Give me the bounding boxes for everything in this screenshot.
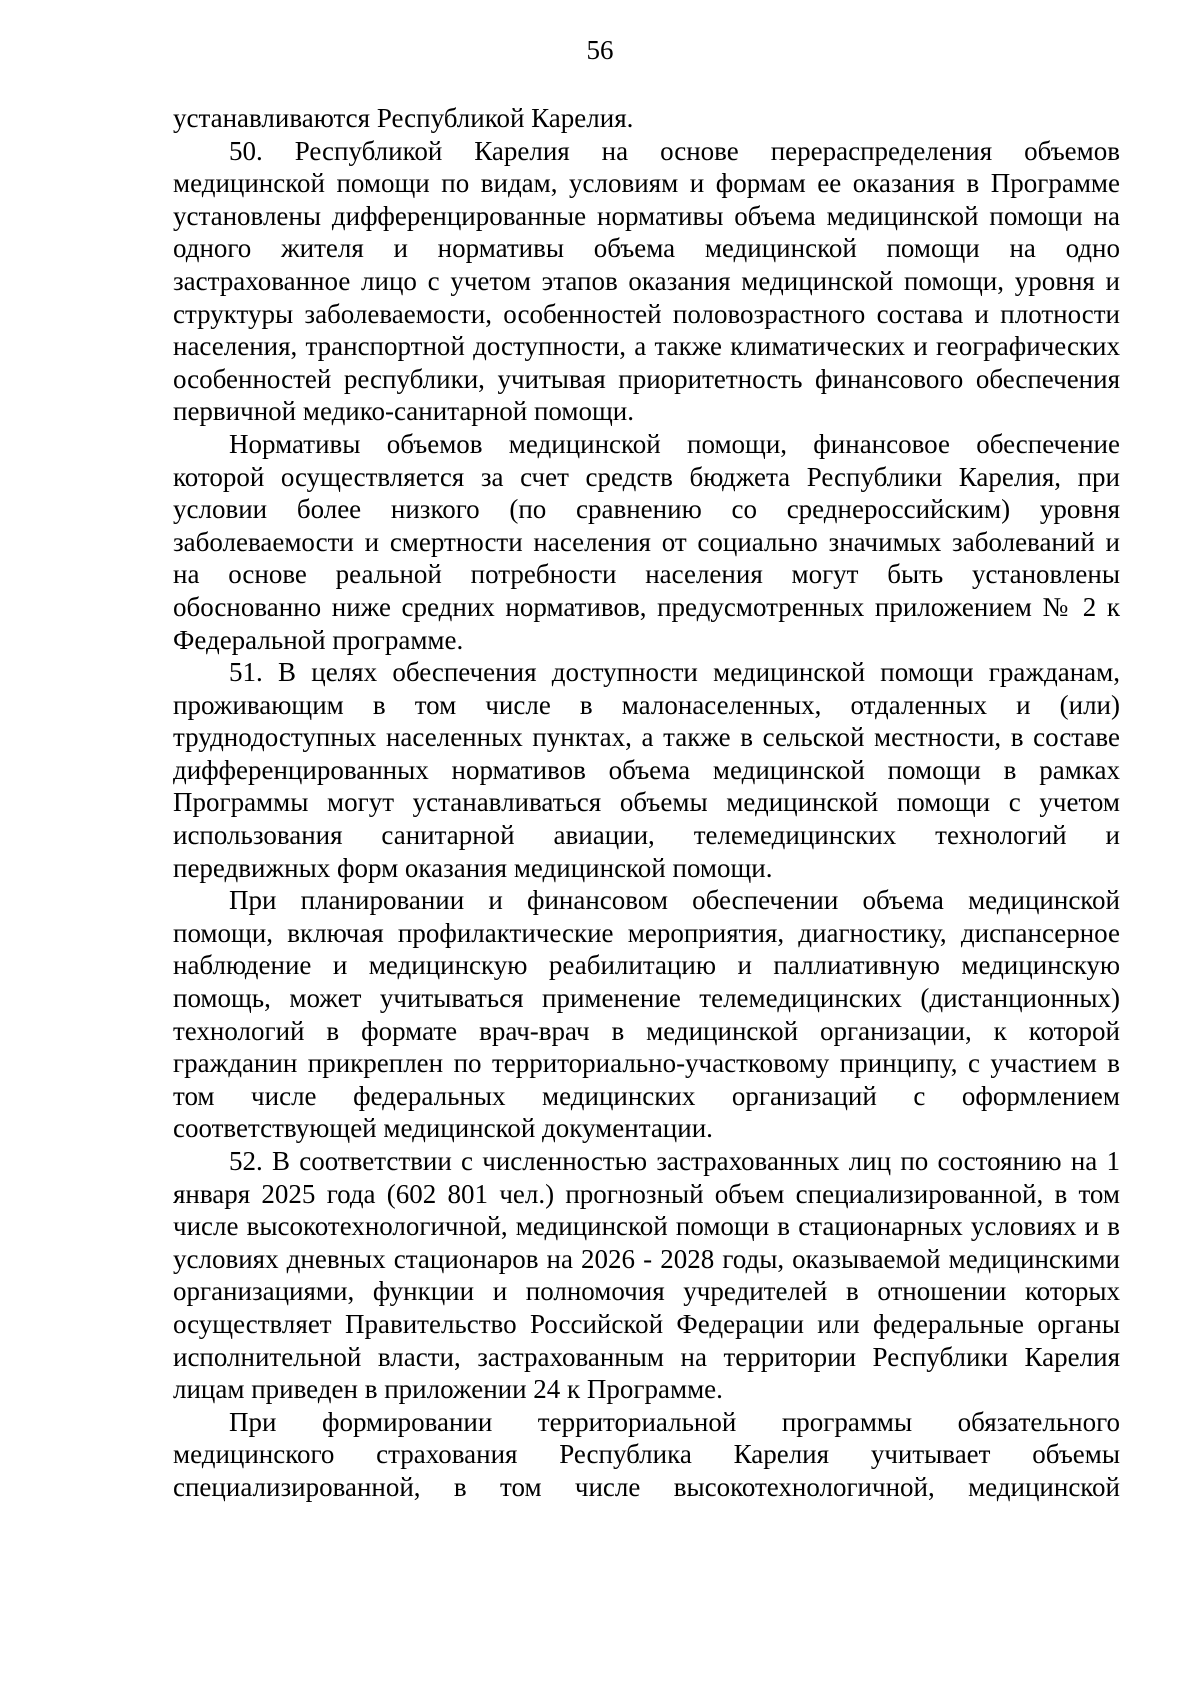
- paragraph-telemedicine: При планировании и финансовом обеспечении объема медицинской помощи, включая профилактические мероприятия, диагностику, диспансерное наблюдение и медицинскую реабилитацию и паллиативную медицинскую помощь, может учитываться применение телемедицинских (дистанционных) технологий в формате врач-врач в медицинской организации, к которой гражданин прикреплен по территориально-участковому принципу, с участием в том числе федеральных медицинских организаций с оформлением соответствующей медицинской документации.: [173, 885, 1120, 1144]
- document-body: [173, 102, 1120, 1504]
- paragraph-territorial-program: При формировании территориальной программы обязательного медицинского страхования Республика Карелия учитывает объемы специализированной, в том числе высокотехнологичной, медицинской: [173, 1406, 1120, 1502]
- paragraph-item-51: 51. В целях обеспечения доступности медицинской помощи гражданам, проживающим в том числе в малонаселенных, отдаленных и (или) труднодоступных населенных пунктах, а также в сельской местности, в составе дифференцированных нормативов объема медицинской помощи в рамках Программы могут устанавливаться объемы медицинской помощи с учетом использования санитарной авиации, телемедицинских технологий и передвижных форм оказания медицинской помощи.: [173, 657, 1120, 883]
- paragraph-item-52: 52. В соответствии с численностью застрахованных лиц по состоянию на 1 января 2025 года (602 801 чел.) прогнозный объем специализированной, в том числе высокотехнологичной, медицинской помощи в стационарных условиях и в условиях дневных стационаров на 2026 - 2028 годы, оказываемой медицинскими организациями, функции и полномочия учредителей в отношении которых осуществляет Правительство Российской Федерации или федеральные органы исполнительной власти, застрахованным на территории Республики Карелия лицам приведен в приложении 24 к Программе.: [173, 1146, 1120, 1405]
- paragraph-continuation: устанавливаются Республикой Карелия.: [173, 103, 634, 133]
- paragraph-item-50: 50. Республикой Карелия на основе перераспределения объемов медицинской помощи по видам, условиям и формам ее оказания в Программе установлены дифференцированные нормативы объема медицинской помощи на одного жителя и нормативы объема медицинской помощи на одно застрахованное лицо с учетом этапов оказания медицинской помощи, уровня и структуры заболеваемости, особенностей половозрастного состава и плотности населения, транспортной доступности, а также климатических и географических особенностей республики, учитывая приоритетность финансового обеспечения первичной медико-санитарной помощи.: [173, 135, 1120, 427]
- paragraph-norms-budget: Нормативы объемов медицинской помощи, финансовое обеспечение которой осуществляется за счет средств бюджета Республики Карелия, при условии более низкого (по сравнению со среднероссийским) уровня заболеваемости и смертности населения от социально значимых заболеваний и на основе реальной потребности населения могут быть установлены обоснованно ниже средних нормативов, предусмотренных приложением № 2 к Федеральной программе.: [173, 428, 1120, 655]
- page-number: 56: [586, 35, 614, 65]
